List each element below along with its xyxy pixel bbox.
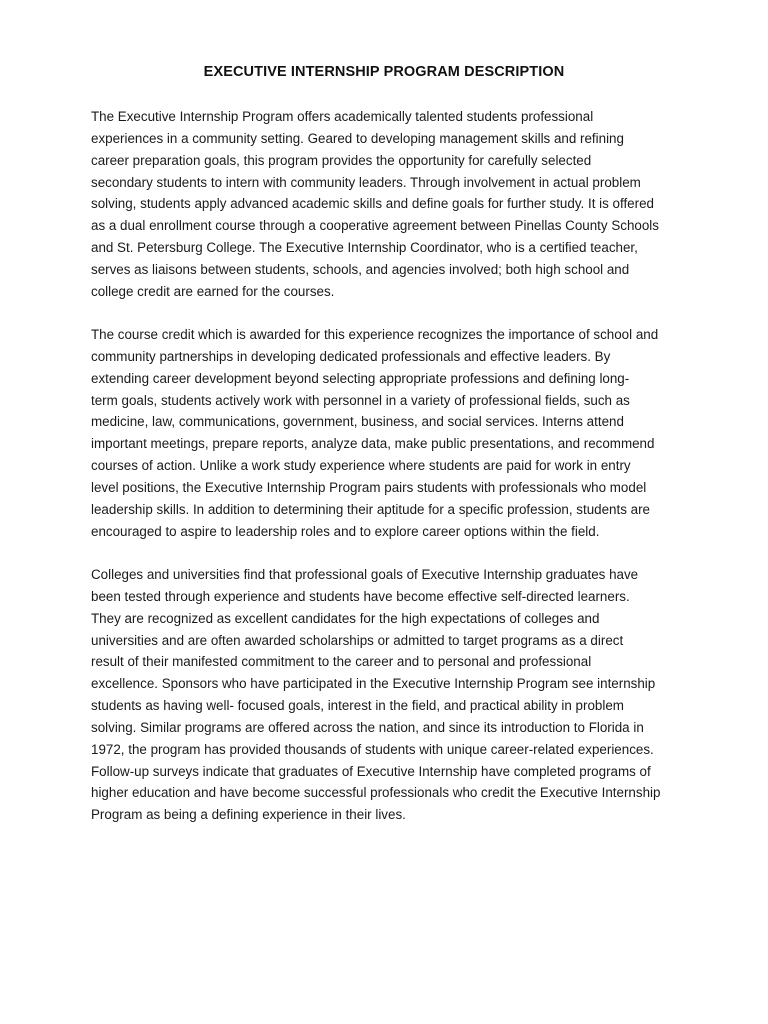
paragraph-line: courses of action. Unlike a work study experience where students are paid for work in entry — [91, 458, 631, 474]
paragraph-line: They are recognized as excellent candidates for the high expectations of colleges and — [91, 610, 600, 626]
paragraph-line: solving, students apply advanced academic skills and define goals for further study. It is offered — [91, 196, 654, 212]
paragraph-line: important meetings, prepare reports, analyze data, make public presentations, and recommend — [91, 436, 655, 452]
paragraph-program-overview — [91, 106, 681, 303]
paragraph-line: community partnerships in developing dedicated professionals and effective leaders. By — [91, 348, 611, 364]
paragraph-colleges-universities — [91, 564, 681, 826]
paragraph-line: medicine, law, communications, government, business, and social services. Interns attend — [91, 414, 624, 430]
paragraph-line: as a dual enrollment course through a cooperative agreement between Pinellas County Schools — [91, 218, 659, 234]
paragraph-line: term goals, students actively work with personnel in a variety of professional fields, such as — [91, 392, 630, 408]
paragraph-line: leadership skills. In addition to determining their aptitude for a specific profession, students are — [91, 501, 650, 517]
paragraph-line: universities and are often awarded scholarships or admitted to target programs as a direct — [91, 632, 624, 648]
paragraph-line: result of their manifested commitment to the career and to personal and professional — [91, 654, 592, 670]
paragraph-line: The Executive Internship Program offers academically talented students professional — [91, 109, 594, 124]
paragraph-line: and St. Petersburg College. The Executive Internship Coordinator, who is a certified teacher, — [91, 240, 638, 256]
paragraph-course-credit — [91, 324, 681, 542]
paragraph-line: experiences in a community setting. Geared to developing management skills and refining — [91, 130, 624, 146]
paragraph-line: secondary students to intern with community leaders. Through involvement in actual problem — [91, 174, 641, 190]
paragraph-line: excellence. Sponsors who have participated in the Executive Internship Program see internship — [91, 676, 656, 692]
document-title: EXECUTIVE INTERNSHIP PROGRAM DESCRIPTION — [203, 64, 565, 80]
paragraph-line: extending career development beyond selecting appropriate professions and defining long- — [91, 370, 630, 386]
paragraph-line: higher education and have become successful professionals who credit the Executive Internship — [91, 785, 661, 801]
paragraph-line: been tested through experience and students have become effective self-directed learners. — [91, 588, 630, 604]
paragraph-line: encouraged to aspire to leadership roles and to explore career options within the field. — [91, 523, 600, 539]
paragraph-line: The course credit which is awarded for this experience recognizes the importance of school and — [91, 327, 659, 342]
paragraph-line: serves as liaisons between students, schools, and agencies involved; both high school and — [91, 261, 630, 277]
paragraph-line: college credit are earned for the courses. — [91, 283, 335, 299]
paragraph-line: students as having well- focused goals, interest in the field, and practical ability in problem — [91, 698, 624, 714]
paragraph-line: solving. Similar programs are offered across the nation, and since its introduction to Florida in — [91, 719, 644, 735]
paragraph-line: career preparation goals, this program provides the opportunity for carefully selected — [91, 152, 592, 168]
paragraph-line: level positions, the Executive Internship Program pairs students with professionals who model — [91, 479, 647, 495]
paragraph-line: Follow-up surveys indicate that graduates of Executive Internship have completed programs of — [91, 763, 651, 779]
paragraph-line: 1972, the program has provided thousands of students with unique career-related experiences. — [91, 741, 654, 757]
paragraph-line: Program as being a defining experience in their lives. — [91, 807, 406, 823]
paragraph-line: Colleges and universities find that professional goals of Executive Internship graduates have — [91, 567, 639, 582]
